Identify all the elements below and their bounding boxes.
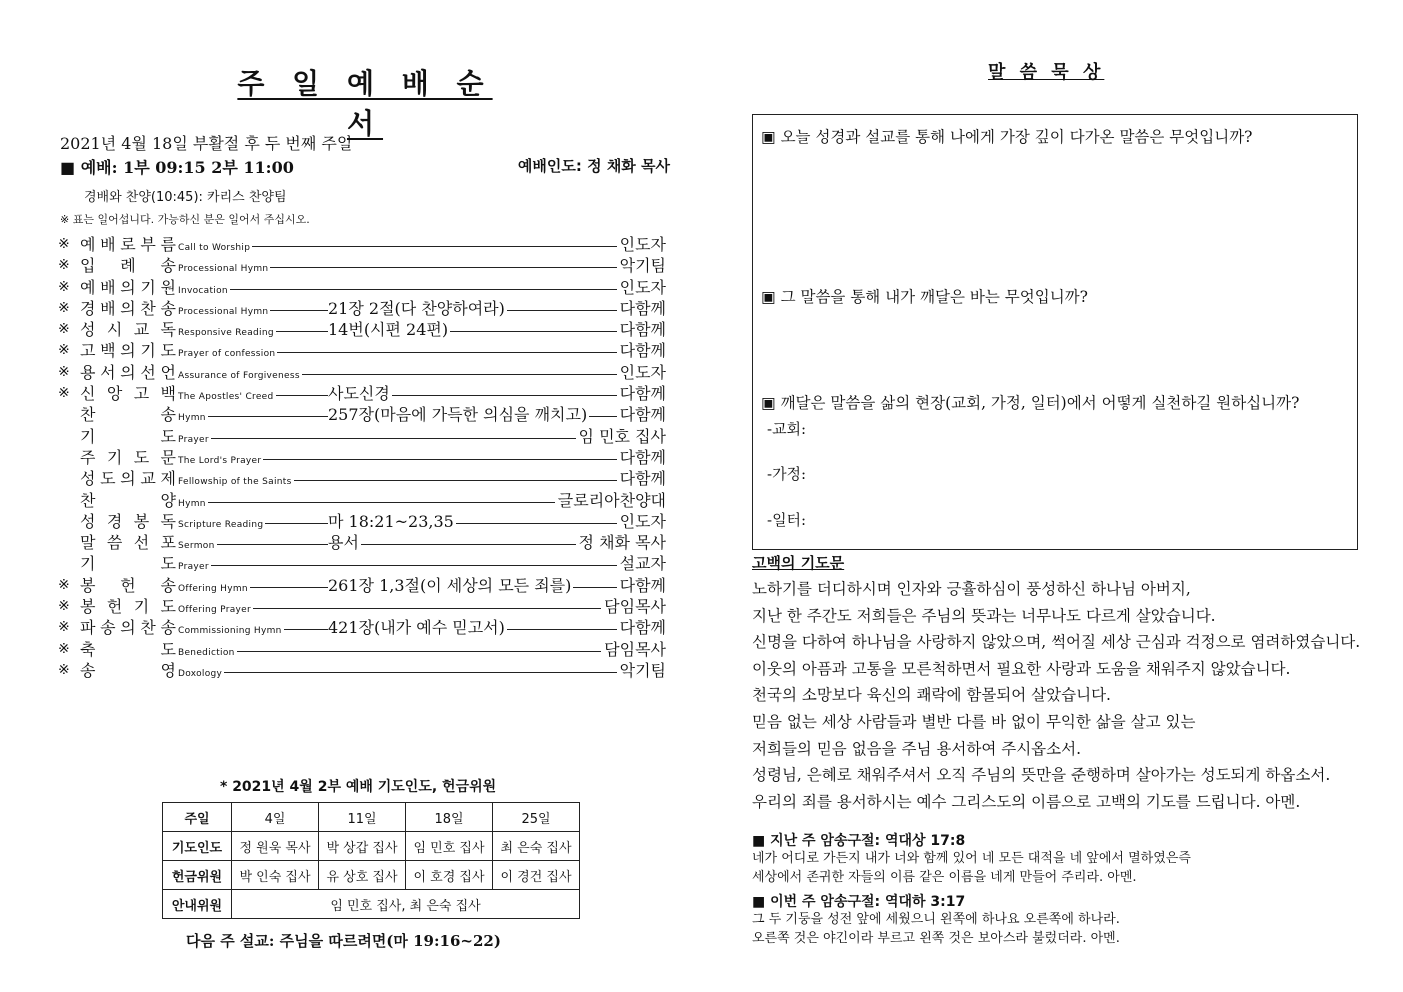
order-item-name: 성 도 의 교 제 [80,469,176,489]
order-item-english: Hymn [178,498,206,509]
last-week-verse-line: 세상에서 존귀한 자들의 이름 같은 이름을 네게 만들어 주리라. 아멘. [752,870,1137,885]
order-item-person: 악기팀 [619,256,666,276]
table-row-label: 헌금위원 [163,861,232,890]
page-title: 주 일 예 배 순 서 [237,67,493,140]
order-item-name: 찬 양 [80,490,176,510]
leader-line [277,352,617,353]
order-item-english: Processional Hymn [178,264,269,275]
order-item-name: 기 도 [80,554,176,574]
standing-mark: ※ [58,385,70,402]
confession-line: 이웃의 아픔과 고통을 모른척하면서 필요한 사랑과 도움을 채워주지 않았습니다. [752,659,1291,678]
order-item-english: The Lord's Prayer [178,455,262,466]
order-item-person: 다함께 [619,447,666,467]
order-item-person: 다함께 [619,575,666,595]
standing-mark: ※ [58,342,70,359]
order-item-name: 주 기 도 문 [80,447,176,467]
praise-line: 경배와 찬양(10:45): 카리스 찬양팀 [84,190,287,205]
order-item-name: 성 시 교 독 [80,320,176,340]
order-item-name: 성 경 봉 독 [80,511,176,531]
order-item-english: Offering Hymn [178,583,248,594]
worship-leader: 예배인도: 정 채화 목사 [517,157,670,175]
leader-line [224,672,617,673]
order-item [58,277,666,298]
order-item-english: Scripture Reading [178,519,264,530]
table-header: 18일 [406,803,493,832]
leader-line [252,246,617,247]
order-item-english: Prayer [178,434,209,445]
standing-mark: ※ [58,299,70,316]
standing-mark: ※ [58,640,70,657]
order-item-person: 임 민호 집사 [578,426,666,446]
order-item-english: Prayer of confession [178,349,276,360]
this-week-verse-heading: ■ 이번 주 암송구절: 역대하 3:17 [752,894,966,910]
order-item [58,255,666,276]
leader-line [270,267,617,268]
meditation-title: 말 씀 묵 상 [988,62,1105,83]
order-item-english: The Apostles' Creed [178,392,274,403]
order-item-detail: 421장(내가 예수 믿고서) [328,618,505,638]
order-item [58,596,666,617]
order-item-person: 인도자 [619,277,666,297]
standing-mark: ※ [58,236,70,252]
order-item-english: Call to Worship [178,243,251,253]
table-row-label: 기도인도 [163,832,232,861]
order-item-person: 다함께 [619,341,666,361]
order-item-name: 신 앙 고 백 [80,384,176,404]
order-item-person: 다함께 [619,405,666,425]
confession-line: 성령님, 은혜로 채워주셔서 오직 주님의 뜻만을 준행하며 살아가는 성도되게 하옵소서. [752,766,1331,785]
order-item-name: 찬 송 [80,405,176,425]
table-row [163,832,580,861]
confession-prayer [752,576,1392,815]
order-item-name: 기 도 [80,426,176,446]
order-item [58,468,666,489]
order-item-name: 용 서 의 선 언 [80,362,176,382]
order-item-english: Sermon [178,541,215,552]
order-item-name: 봉 헌 송 [80,575,176,595]
order-item [58,426,666,447]
order-item-detail: 마 18:21~23,35 [328,511,454,531]
standing-mark: ※ [58,321,70,338]
table-cell: 박 상갑 집사 [319,832,406,861]
order-item [58,340,666,361]
date-line: 2021년 4월 18일 부활절 후 두 번째 주일 [60,134,353,153]
meditation-box [752,114,1358,550]
order-item-person: 글로리아찬양대 [557,490,666,510]
order-item-name: 말 씀 선 포 [80,533,176,553]
order-item-english: Processional Hymn [178,306,269,317]
order-item-detail: 14번(시편 24편) [328,320,449,340]
order-item-english: Assurance of Forgiveness [178,370,300,381]
order-item-english: Invocation [178,285,228,296]
right-page [700,0,1403,992]
leader-line [263,459,617,460]
last-week-verse-heading: ■ 지난 주 암송구절: 역대상 17:8 [752,833,966,849]
answer-church-label: -교회: [767,420,807,438]
order-item [58,575,666,596]
leader-line [237,651,601,652]
order-item-person: 악기팀 [619,660,666,680]
confession-line: 우리의 죄를 용서하시는 예수 그리스도의 이름으로 고백의 기도를 드립니다. 아멘. [752,792,1301,811]
table-cell: 임 민호 집사, 최 은숙 집사 [232,890,580,919]
question-1: ▣ 오늘 성경과 설교를 통해 나에게 가장 깊이 다가온 말씀은 무엇입니까? [761,128,1253,146]
leader-line [208,502,555,503]
standing-mark: ※ [58,661,70,678]
table-row [163,803,580,832]
duty-table [162,802,580,919]
confession-line: 지난 한 주간도 저희들은 주님의 뜻과는 너무나도 다르게 살았습니다. [752,606,1216,625]
last-week-verse-line: 네가 어디로 가든지 내가 너와 함께 있어 네 모든 대적을 네 앞에서 멸하였은즉 [752,851,1191,866]
order-item-person: 다함께 [619,320,666,340]
order-item-detail: 257장(마음에 가득한 의심을 깨치고) [328,405,588,425]
order-item-detail: 용서 [328,533,359,553]
order-item-english: Offering Prayer [178,605,251,616]
order-item [58,383,666,404]
order-item-english: Benediction [178,647,235,658]
standing-mark: ※ [58,257,70,274]
order-item-person: 다함께 [619,298,666,318]
table-cell: 유 상호 집사 [319,861,406,890]
confession-line: 믿음 없는 세상 사람들과 별반 다를 바 없이 무익한 삶을 살고 있는 [752,712,1196,731]
confession-line: 신명을 다하여 하나님을 사랑하지 않았으며, 썩어질 세상 근심과 걱정으로 염려하였습니다. [752,633,1361,652]
service-times-text: ■ 예배: 1부 09:15 2부 11:00 [60,158,294,177]
order-item-detail: 21장 2절(다 찬양하여라) [328,298,505,318]
confession-line: 노하기를 더디하시며 인자와 긍휼하심이 풍성하신 하나님 아버지, [752,580,1191,598]
service-times [60,155,670,178]
table-cell: 임 민호 집사 [406,832,493,861]
order-item-person: 담임목사 [604,597,666,617]
standing-mark: ※ [58,619,70,636]
question-3: ▣ 깨달은 말씀을 삶의 현장(교회, 가정, 일터)에서 어떻게 실천하길 원하십니까? [761,394,1300,412]
order-item-english: Doxology [178,668,223,679]
left-page [0,0,700,992]
standing-mark: ※ [58,363,70,380]
confession-line: 천국의 소망보다 육신의 쾌락에 함몰되어 살았습니다. [752,686,1111,705]
order-item [58,511,666,532]
leader-line [217,544,576,545]
order-item-person: 인도자 [619,362,666,382]
table-cell: 이 호경 집사 [406,861,493,890]
next-sermon: 다음 주 설교: 주님을 따르려면(마 19:16~22) [186,932,501,950]
order-item-name: 예 배 로 부 름 [80,235,176,254]
this-week-verse-line: 오른쪽 것은 야긴이라 부르고 왼쪽 것은 보아스라 불렀더라. 아멘. [752,931,1120,946]
confession-title: 고백의 기도문 [752,554,845,572]
order-item-name: 축 도 [80,639,176,659]
table-row [163,890,580,919]
answer-home-label: -가정: [767,465,807,483]
order-item-person: 인도자 [619,511,666,531]
order-item [58,639,666,660]
table-cell: 최 은숙 집사 [493,832,580,861]
table-row [163,861,580,890]
order-item [58,362,666,383]
leader-line [253,608,601,609]
order-item [58,490,666,511]
order-item-person: 설교자 [619,554,666,574]
order-item-name: 입 례 송 [80,256,176,276]
order-item-person: 다함께 [619,469,666,489]
order-item-detail: 사도신경 [328,384,390,404]
order-item-name: 파 송 의 찬 송 [80,618,176,638]
order-item [58,234,666,255]
order-item-detail: 261장 1,3절(이 세상의 모든 죄를) [328,575,572,595]
leader-line [211,565,617,566]
confession-line: 저희들의 믿음 없음을 주님 용서하여 주시옵소서. [752,739,1082,758]
standing-note: ※ 표는 일어섭니다. 가능하신 분은 일어서 주십시오. [60,213,310,226]
table-cell: 이 경건 집사 [493,861,580,890]
order-item-english: Fellowship of the Saints [178,477,292,488]
leader-line [294,480,617,481]
table-header: 4일 [232,803,319,832]
order-item-person: 담임목사 [604,639,666,659]
order-item-person: 다함께 [619,384,666,404]
order-item-name: 송 영 [80,660,176,680]
leader-line [230,289,617,290]
order-item [58,617,666,638]
table-cell: 박 인숙 집사 [232,861,319,890]
order-item-name: 봉 헌 기 도 [80,597,176,617]
leader-line [211,438,576,439]
this-week-verse-line: 그 두 기둥을 성전 앞에 세웠으니 왼쪽에 하나요 오른쪽에 하나라. [752,912,1120,927]
table-row-label: 안내위원 [163,890,232,919]
order-item [58,553,666,574]
standing-mark: ※ [58,598,70,615]
order-item-english: Hymn [178,413,206,424]
order-item-name: 경 배 의 찬 송 [80,298,176,318]
order-item-person: 인도자 [619,235,666,254]
table-header: 11일 [319,803,406,832]
question-2: ▣ 그 말씀을 통해 내가 깨달은 바는 무엇입니까? [761,288,1088,306]
order-item-name: 고 백 의 기 도 [80,341,176,361]
order-item-person: 정 채화 목사 [578,533,666,553]
order-item-english: Responsive Reading [178,328,274,339]
order-of-worship [58,234,666,681]
order-item [58,532,666,553]
order-item [58,319,666,340]
order-item-english: Prayer [178,562,209,573]
standing-mark: ※ [58,576,70,593]
order-item-english: Commissioning Hymn [178,626,282,637]
answer-work-label: -일터: [767,511,807,529]
duty-table-title: * 2021년 4월 2부 예배 기도인도, 헌금위원 [220,779,497,795]
order-item [58,447,666,468]
table-header: 25일 [493,803,580,832]
standing-mark: ※ [58,278,70,295]
table-cell: 정 원욱 목사 [232,832,319,861]
order-item [58,660,666,681]
order-item-name: 예 배 의 기 원 [80,277,176,297]
table-header: 주일 [163,803,232,832]
order-item-person: 다함께 [619,618,666,638]
order-item [58,298,666,319]
leader-line [302,374,617,375]
order-item [58,404,666,425]
